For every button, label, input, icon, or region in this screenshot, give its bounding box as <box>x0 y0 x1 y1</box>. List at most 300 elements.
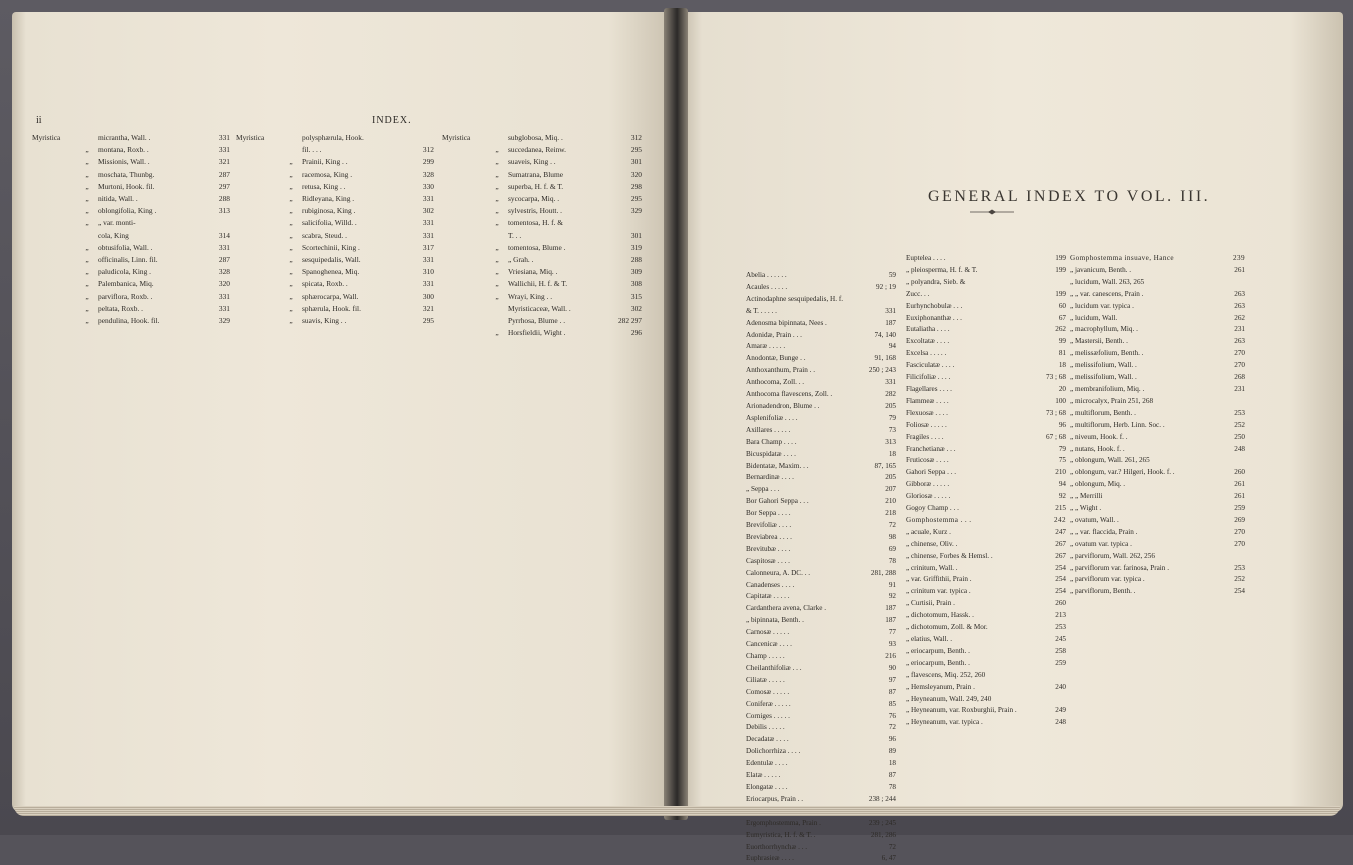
entry-page: 254 <box>1234 587 1245 596</box>
entry-name: „ chinense, Forbes & Hemsl. . <box>906 551 993 560</box>
entry-page: 90 <box>888 663 896 672</box>
index-entry <box>236 156 434 168</box>
entry-name: Ridleyana, King . <box>302 194 355 204</box>
entry-page: 87, 165 <box>874 461 896 470</box>
general-index-entry <box>1070 384 1245 396</box>
general-index-entry <box>746 675 896 687</box>
general-index-entry <box>1070 372 1245 384</box>
entry-page: 252 <box>1234 420 1245 429</box>
entry-name: Bernardinæ . . . . <box>746 473 794 482</box>
entry-name: „ crinitum, Wall. . <box>906 563 958 572</box>
entry-page: 72 <box>888 723 896 732</box>
entry-name: Gogoy Champ . . . <box>906 504 959 513</box>
entry-page: 329 <box>630 206 642 216</box>
general-index-entry <box>746 853 896 865</box>
entry-page: 75 <box>1058 456 1066 465</box>
entry-page: 245 <box>1055 635 1066 643</box>
index-entry <box>236 291 434 303</box>
index-entry <box>236 144 434 156</box>
entry-name: Myristicaceæ, Wall. . <box>508 303 571 313</box>
index-entry <box>442 303 642 315</box>
index-entry <box>442 242 642 254</box>
entry-page: 248 <box>1055 718 1066 727</box>
ditto-mark: „ <box>85 303 89 313</box>
entry-page: 205 <box>885 401 896 410</box>
entry-page: 199 <box>1055 265 1066 274</box>
general-index-entry <box>906 408 1066 420</box>
entry-name: „ ovatum, Wall. . <box>1070 515 1119 524</box>
entry-page: 270 <box>1234 361 1245 370</box>
entry-name: „ „ Merrilli <box>1070 492 1103 501</box>
entry-page: 263 <box>1234 337 1245 346</box>
entry-name: retusa, King . . <box>302 181 346 191</box>
general-index-entry <box>906 622 1066 634</box>
general-index-entry <box>1070 253 1245 265</box>
entry-page: 247 <box>1055 527 1066 536</box>
general-index-entry <box>746 782 896 794</box>
entry-name: Eutaliatha . . . . <box>906 325 950 334</box>
entry-name: Euptelea . . . . <box>906 254 946 262</box>
entry-name: „ acuale, Kurz . <box>906 527 951 536</box>
general-index-entry <box>906 420 1066 432</box>
ditto-mark: „ <box>85 206 89 216</box>
entry-name: „ „ var. flaccida, Prain . <box>1070 527 1138 536</box>
entry-name: „ chinense, Oliv. . <box>906 539 958 548</box>
entry-page: 254 <box>1055 563 1066 572</box>
entry-page: 313 <box>218 206 230 216</box>
index-column-3 <box>1070 253 1245 598</box>
entry-name: Gloriosæ . . . . . <box>906 492 951 501</box>
entry-page: 330 <box>422 181 434 191</box>
entry-name: salicifolia, Willd. . <box>302 218 357 228</box>
entry-name: Fruticosæ . . . . <box>906 456 949 465</box>
index-entry <box>442 181 642 193</box>
index-entry <box>442 315 642 327</box>
general-index-entry <box>746 842 896 854</box>
entry-name: parviflora, Roxb. . <box>98 291 153 301</box>
general-index-entry <box>746 818 896 830</box>
entry-name: Foliosæ . . . . . <box>906 420 947 429</box>
entry-page: 262 <box>1055 325 1066 334</box>
entry-name: „ dichotomum, Zoll. & Mor. <box>906 623 988 632</box>
general-index-entry <box>746 663 896 675</box>
entry-page: 331 <box>218 291 230 301</box>
general-index-entry <box>906 574 1066 586</box>
entry-page: 321 <box>422 303 434 313</box>
entry-name: obtusifolia, Wall. . <box>98 242 153 252</box>
entry-name: Prainii, King . . <box>302 157 348 167</box>
general-index-entry <box>906 658 1066 670</box>
general-index-entry <box>906 277 1066 289</box>
entry-page: 298 <box>630 181 642 191</box>
entry-page: 18 <box>888 449 896 458</box>
general-index-entry <box>746 449 896 461</box>
general-index-entry <box>746 294 896 306</box>
general-index-entry <box>746 770 896 782</box>
index-entry <box>236 181 434 193</box>
index-entry <box>32 303 230 315</box>
entry-page: 210 <box>885 497 896 506</box>
entry-name: Franchetianæ . . . <box>906 444 956 453</box>
index-entry <box>32 230 230 242</box>
ditto-mark: „ <box>289 316 293 326</box>
general-index-entry <box>906 289 1066 301</box>
entry-name: officinalis, Linn. fil. <box>98 255 158 265</box>
general-index-entry <box>746 758 896 770</box>
general-index-entry <box>746 472 896 484</box>
ditto-mark: „ <box>85 267 89 277</box>
entry-name: Cancenicæ . . . . <box>746 640 792 649</box>
entry-page: 92 <box>1058 492 1066 501</box>
general-index-entry <box>746 532 896 544</box>
index-entry <box>32 181 230 193</box>
entry-name: Canadenses . . . . <box>746 580 795 589</box>
entry-page: 254 <box>1055 575 1066 584</box>
entry-name: „ Curtisii, Prain . <box>906 599 955 608</box>
entry-page: 249 <box>1055 706 1066 715</box>
entry-name: T. . . <box>508 230 522 240</box>
entry-page: 76 <box>888 711 896 720</box>
index-entry <box>32 217 230 229</box>
general-index-entry <box>906 324 1066 336</box>
entry-page: 100 <box>1055 396 1066 405</box>
entry-page: 321 <box>218 157 230 167</box>
entry-name: Anthoxanthum, Prain . . <box>746 366 816 375</box>
entry-name: „ parviflorum, Benth. . <box>1070 587 1136 596</box>
index-entry <box>236 278 434 290</box>
general-index-entry <box>906 479 1066 491</box>
entry-page: 328 <box>218 267 230 277</box>
entry-page: 239 ; 245 <box>868 818 896 827</box>
general-index-entry <box>906 694 1066 706</box>
entry-name: Euxiphonanthæ . . . <box>906 313 962 322</box>
entry-page: 328 <box>422 169 434 179</box>
ditto-mark: „ <box>495 194 499 204</box>
general-index-entry <box>906 313 1066 325</box>
entry-page: 18 <box>1058 361 1066 370</box>
index-entry <box>32 291 230 303</box>
entry-page: 99 <box>1058 337 1066 346</box>
entry-page: 312 <box>422 145 434 155</box>
entry-name: „ Heyneanum, var. Roxburghii, Prain . <box>906 706 1017 715</box>
entry-page: 85 <box>888 699 896 708</box>
ditto-mark: „ <box>85 157 89 167</box>
general-index-entry <box>746 544 896 556</box>
entry-page: 77 <box>888 628 896 637</box>
entry-name: Pyrrhosa, Blume . . <box>508 316 566 326</box>
general-index-entry <box>906 503 1066 515</box>
entry-name: Axillares . . . . . <box>746 425 791 434</box>
general-index-entry <box>746 603 896 615</box>
entry-name: Anodontæ, Bunge . . <box>746 354 806 363</box>
entry-name: „ parviflorum var. typica . <box>1070 575 1145 584</box>
entry-name: Spanoghenea, Miq. <box>302 267 360 277</box>
entry-page: 97 <box>888 675 896 684</box>
entry-name: „ lucidum, Wall. 263, 265 <box>1070 277 1145 286</box>
index-entry <box>236 230 434 242</box>
index-entry <box>442 327 642 339</box>
entry-page: 67 ; 68 <box>1046 432 1066 441</box>
entry-page: 218 <box>885 509 896 518</box>
entry-page: 215 <box>1055 504 1066 513</box>
entry-page: 73 <box>888 425 896 434</box>
general-index-entry <box>746 341 896 353</box>
ditto-mark: „ <box>85 255 89 265</box>
index-entry <box>442 193 642 205</box>
ditto-mark: „ <box>495 328 499 338</box>
general-index-entry <box>906 717 1066 729</box>
index-entry <box>236 205 434 217</box>
entry-name: Bicuspidatæ . . . . <box>746 449 796 458</box>
general-index-entry <box>906 646 1066 658</box>
entry-name: Edentulæ . . . . <box>746 759 788 768</box>
entry-page: 314 <box>218 230 230 240</box>
entry-name: „ var. monti- <box>98 218 136 228</box>
entry-page: 261 <box>1234 480 1245 489</box>
ditto-mark: „ <box>289 230 293 240</box>
entry-name: peltata, Roxb. . <box>98 303 143 313</box>
entry-name: Ciliatæ . . . . . <box>746 675 785 684</box>
entry-name: „ „ var. canescens, Prain . <box>1070 289 1144 298</box>
left-column-2 <box>236 132 434 327</box>
entry-page: 258 <box>1055 646 1066 655</box>
entry-name: Missionis, Wall. . <box>98 157 150 167</box>
index-entry <box>442 205 642 217</box>
entry-page: 302 <box>422 206 434 216</box>
entry-name: Gomphostemma insuave, Hance <box>1070 254 1175 262</box>
entry-name: Gibboræ . . . . . <box>906 480 950 489</box>
ditto-mark: „ <box>85 279 89 289</box>
ditto-mark: „ <box>495 291 499 301</box>
entry-name: racemosa, King . <box>302 169 353 179</box>
entry-page: 331 <box>885 378 896 387</box>
entry-name: Amaræ . . . . . <box>746 342 786 351</box>
entry-name: „ membranifolium, Miq. . <box>1070 384 1145 393</box>
entry-page: 301 <box>630 157 642 167</box>
entry-page: 94 <box>888 342 896 351</box>
entry-name: subglobosa, Miq. . <box>508 133 563 142</box>
entry-page: 187 <box>885 604 896 613</box>
entry-name: sesquipedalis, Wall. <box>302 255 361 265</box>
entry-page: 250 <box>1234 432 1245 441</box>
entry-name: Adenosma bipinnata, Nees . <box>746 318 827 327</box>
entry-page: 317 <box>422 242 434 252</box>
ditto-mark: „ <box>495 218 499 228</box>
entry-page: 270 <box>1234 349 1245 358</box>
entry-page: 59 <box>888 271 896 279</box>
ditto-mark: „ <box>495 206 499 216</box>
page-number: ii <box>36 115 42 126</box>
general-index-entry <box>746 699 896 711</box>
general-index-entry <box>746 377 896 389</box>
entry-name: „ lucidum, Wall. <box>1070 313 1118 322</box>
entry-name: Corniges . . . . . <box>746 711 790 720</box>
index-column-2 <box>906 253 1066 729</box>
general-index-entry <box>746 353 896 365</box>
general-index-entry <box>746 425 896 437</box>
entry-page: 329 <box>218 316 230 326</box>
entry-name: „ Seppa . . . <box>746 485 780 494</box>
entry-page: 263 <box>1234 289 1245 298</box>
entry-page: 252 <box>1234 575 1245 584</box>
entry-name: Sumatrana, Blume <box>508 169 564 179</box>
entry-name: „ Grah. . <box>508 255 534 265</box>
ditto-mark: „ <box>289 303 293 313</box>
entry-name: cola, King <box>98 230 129 240</box>
general-index-entry <box>746 508 896 520</box>
general-index-entry <box>1070 360 1245 372</box>
entry-name: „ polyandra, Sieb. & <box>906 277 966 286</box>
entry-name: „ niveum, Hook. f. . <box>1070 432 1128 441</box>
entry-page: 79 <box>1058 444 1066 453</box>
general-index-entry <box>746 365 896 377</box>
entry-page: 199 <box>1055 289 1066 298</box>
entry-page: 78 <box>888 556 896 565</box>
index-entry <box>236 169 434 181</box>
general-index-entry <box>1070 467 1245 479</box>
index-entry <box>442 156 642 168</box>
ditto-mark: „ <box>495 242 499 252</box>
entry-name: „ dichotomum, Hassk. . <box>906 611 974 620</box>
entry-page: 259 <box>1055 658 1066 667</box>
ditto-mark: „ <box>495 267 499 277</box>
general-index-entry <box>746 651 896 663</box>
index-entry <box>32 242 230 254</box>
entry-name: fil. . . . <box>302 145 322 155</box>
entry-name: Flammeæ . . . . <box>906 396 949 405</box>
entry-page: 313 <box>885 437 896 446</box>
entry-name: Elongatæ . . . . <box>746 782 788 791</box>
entry-page: 254 <box>1055 587 1066 596</box>
index-entry <box>442 278 642 290</box>
entry-page: 187 <box>885 616 896 625</box>
general-index-entry <box>906 265 1066 277</box>
entry-name: Caspitosæ . . . . <box>746 556 790 565</box>
entry-page: 269 <box>1234 515 1245 524</box>
ditto-mark: „ <box>495 279 499 289</box>
index-column-1 <box>746 270 896 865</box>
entry-name: „ ovatum var. typica . <box>1070 539 1132 548</box>
entry-name: Anthocoma, Zoll. . . <box>746 378 805 387</box>
general-index-entry <box>906 670 1066 682</box>
entry-page: 261 <box>1234 265 1245 274</box>
entry-page: 270 <box>1234 539 1245 548</box>
entry-name: „ Hemsleyanum, Prain . <box>906 682 975 691</box>
entry-name: Zucc. . . <box>906 289 930 298</box>
entry-page: 300 <box>422 291 434 301</box>
general-index-entry <box>906 682 1066 694</box>
entry-name: Euorthorrhynchæ . . . <box>746 842 808 851</box>
general-index-entry <box>906 705 1066 717</box>
general-index-entry <box>746 615 896 627</box>
entry-page: 67 <box>1058 313 1066 322</box>
entry-name: sycocarpa, Miq. . <box>508 194 560 204</box>
entry-name: Murtoni, Hook. fil. <box>98 181 155 191</box>
entry-page: 96 <box>888 735 896 744</box>
entry-page: 299 <box>422 157 434 167</box>
entry-page: 78 <box>888 782 896 791</box>
general-index-entry <box>746 556 896 568</box>
entry-name: Eumyristica, H. f. & T. . <box>746 830 816 839</box>
general-index-entry <box>746 282 896 294</box>
entry-name: Wrayi, King . . <box>508 291 553 301</box>
entry-page: 297 <box>218 181 230 191</box>
ditto-mark: „ <box>85 316 89 326</box>
general-index-entry <box>1070 396 1245 408</box>
entry-name: Horsfieldii, Wight . <box>508 328 566 338</box>
entry-name: „ elatius, Wall. . <box>906 635 952 643</box>
general-index-entry <box>1070 563 1245 575</box>
entry-page: 240 <box>1055 682 1066 691</box>
entry-page: 250 ; 243 <box>868 366 896 375</box>
general-index-entry <box>906 432 1066 444</box>
entry-page: 282 297 <box>617 316 642 326</box>
index-entry <box>236 315 434 327</box>
entry-name: oblongifolia, King . <box>98 206 157 216</box>
entry-page: 309 <box>630 267 642 277</box>
entry-name: Brevifoliæ . . . . <box>746 521 792 530</box>
entry-page: 287 <box>218 169 230 179</box>
entry-page: 295 <box>422 316 434 326</box>
entry-page: 205 <box>885 473 896 482</box>
entry-page: 331 <box>422 230 434 240</box>
entry-name: „ var. Griffithii, Prain . <box>906 575 972 584</box>
entry-name: Elatæ . . . . . <box>746 771 781 780</box>
ditto-mark: „ <box>85 169 89 179</box>
entry-name: „ Mastersii, Benth. . <box>1070 337 1128 346</box>
general-index-entry <box>1070 586 1245 598</box>
general-index-entry <box>1070 455 1245 467</box>
general-index-entry <box>746 794 896 806</box>
entry-name: „ pleiosperma, H. f. & T. <box>906 265 978 274</box>
entry-name: „ parviflorum var. farinosa, Prain . <box>1070 563 1169 572</box>
entry-name: Wallichii, H. f. & T. <box>508 279 568 289</box>
entry-name: „ bipinnata, Benth. . <box>746 616 804 625</box>
entry-name: Champ . . . . . <box>746 652 785 660</box>
index-entry <box>236 217 434 229</box>
entry-name: Flagellares . . . . <box>906 384 952 393</box>
index-entry <box>442 169 642 181</box>
ditto-mark: „ <box>85 181 89 191</box>
general-index-entry <box>746 580 896 592</box>
general-index-entry <box>746 746 896 758</box>
ditto-mark: „ <box>85 194 89 204</box>
general-index-entry <box>746 520 896 532</box>
entry-name: Bidentatæ, Maxim. . . <box>746 461 809 470</box>
entry-page: 263 <box>1234 301 1245 310</box>
entry-page: 187 <box>885 318 896 327</box>
entry-name: Gahori Seppa . . . <box>906 468 957 477</box>
ditto-mark: „ <box>495 255 499 265</box>
general-index-entry <box>906 563 1066 575</box>
entry-name: Capitatæ . . . . . <box>746 592 790 601</box>
general-index-entry <box>906 384 1066 396</box>
index-entry <box>236 242 434 254</box>
entry-name: Actinodaphne sesquipedalis, H. f. <box>746 294 844 303</box>
book-gutter <box>664 8 688 820</box>
entry-name: Ergomphostemma, Prain . <box>746 818 821 827</box>
entry-page: 331 <box>218 145 230 155</box>
ditto-mark: „ <box>289 206 293 216</box>
entry-page: 94 <box>1058 480 1066 489</box>
entry-name: Anthocoma flavescens, Zoll. . <box>746 390 833 399</box>
general-index-entry <box>1070 551 1245 563</box>
general-index-entry <box>1070 313 1245 325</box>
entry-name: Palembanica, Miq. <box>98 279 154 289</box>
entry-name: & T. . . . . . <box>746 306 777 315</box>
general-index-entry <box>906 610 1066 622</box>
general-index-entry <box>746 270 896 282</box>
